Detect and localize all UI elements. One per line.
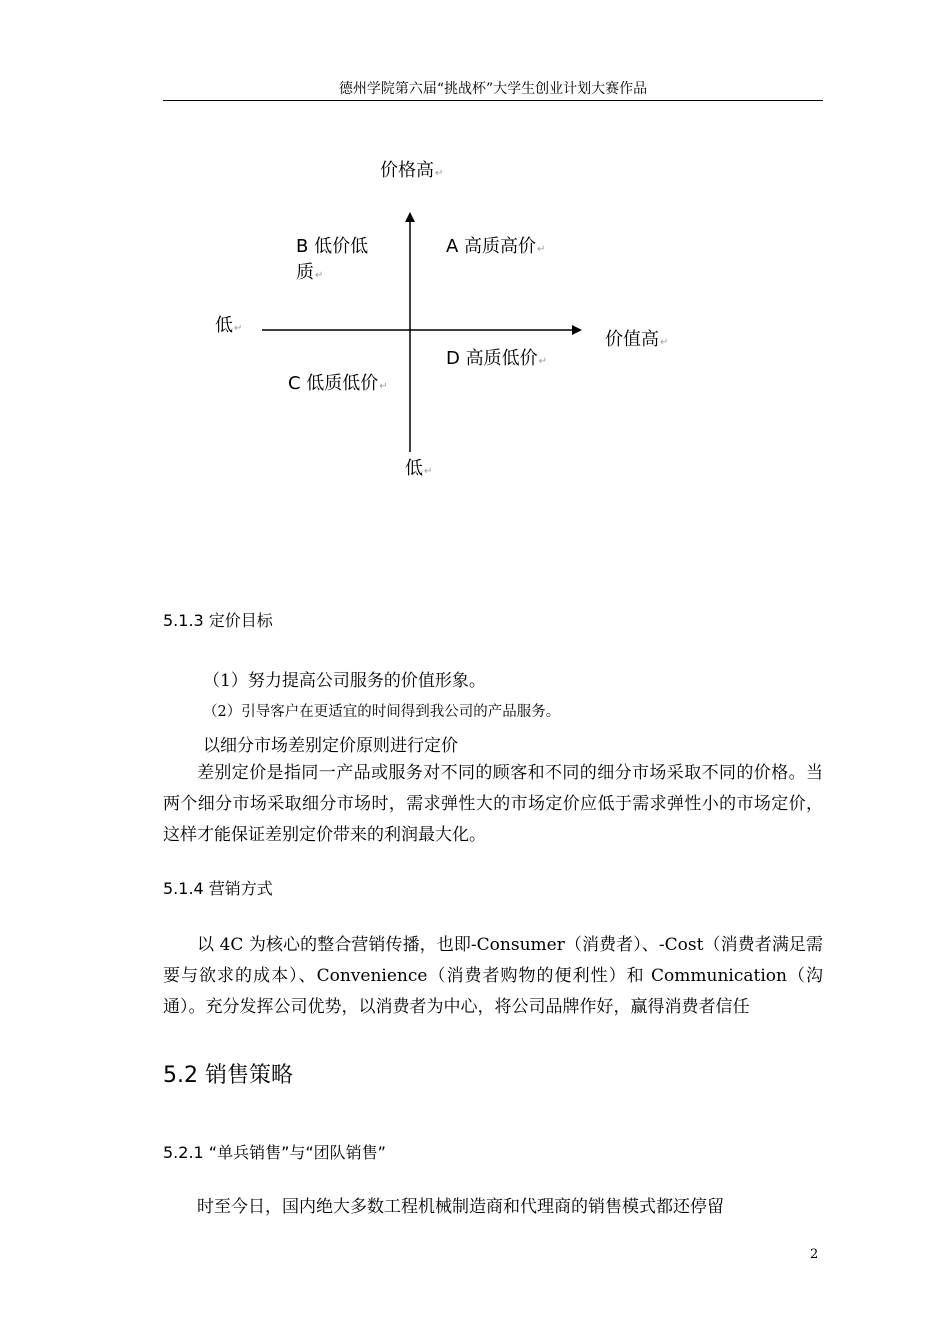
axis-label-left: 低↵ — [215, 315, 243, 336]
pricing-principle: 以细分市场差别定价原则进行定价 — [203, 736, 458, 756]
axis-label-right: 价值高↵ — [605, 329, 669, 350]
sales-model-paragraph: 时至今日，国内绝大多数工程机械制造商和代理商的销售模式都还停留 — [197, 1197, 724, 1217]
positioning-diagram-axes — [0, 0, 950, 560]
differential-pricing-paragraph: 差别定价是指同一产品或服务对不同的顾客和不同的细分市场采取不同的价格。当两个细分市场采取细分市场时，需求弹性大的市场定价应低于需求弹性小的市场定价，这样才能保证差别定价带来的利润最大化。 — [163, 763, 823, 845]
axis-label-bottom: 低↵ — [405, 458, 433, 479]
quadrant-b-label-line1: B 低价低 — [296, 236, 369, 257]
heading-5-1-4: 5.1.4 营销方式 — [163, 879, 273, 898]
heading-5-2: 5.2 销售策略 — [163, 1063, 293, 1088]
axis-label-top: 价格高↵ — [380, 160, 444, 181]
pricing-goal-1: （1）努力提高公司服务的价值形象。 — [203, 671, 486, 691]
pricing-goal-2: （2）引导客户在更适宜的时间得到我公司的产品服务。 — [203, 704, 561, 720]
quadrant-d-label: D 高质低价↵ — [446, 348, 547, 369]
marketing-method-paragraph: 以 4C 为核心的整合营销传播，也即-Consumer（消费者）、-Cost（消费者满足需要与欲求的成本）、Convenience（消费者购物的便利性）和 Communication（沟通）。充分发挥公司优势，以消费者为中心，将公司品牌作好，赢得消费者信任 — [163, 935, 823, 1017]
page-number: 2 — [810, 1247, 819, 1262]
header-title: 德州学院第六届“挑战杯”大学生创业计划大赛作品 — [338, 81, 648, 97]
quadrant-a-label: A 高质高价↵ — [446, 236, 546, 257]
heading-5-2-1: 5.2.1 “单兵销售”与“团队销售” — [163, 1143, 386, 1162]
heading-5-1-3: 5.1.3 定价目标 — [163, 611, 273, 630]
quadrant-b-label-line2: 质↵ — [296, 262, 324, 283]
quadrant-c-label: C 低质低价↵ — [288, 373, 388, 394]
